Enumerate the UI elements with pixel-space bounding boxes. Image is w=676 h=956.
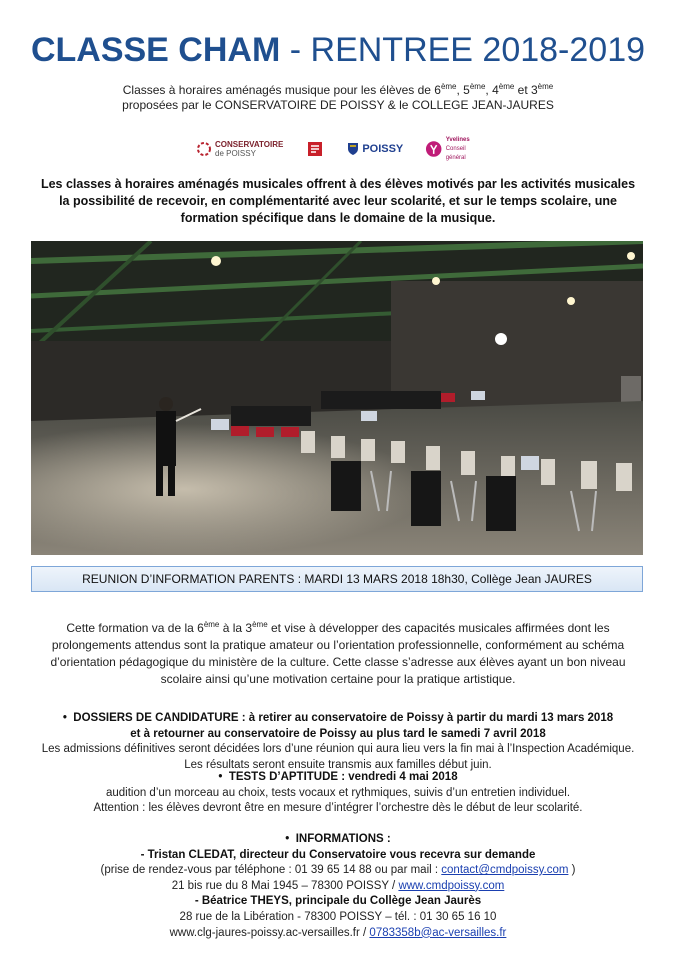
conservatoire-website-link[interactable]: www.cmdpoissy.com bbox=[398, 879, 505, 892]
logo-yvelines-line1: Yvelines bbox=[445, 136, 470, 143]
title-strong: CLASSE CHAM bbox=[30, 31, 281, 69]
dossiers-line2: et à retourner au conservatoire de Poissy au plus tard le samedi 7 avril 2018 bbox=[130, 727, 546, 740]
logo-poissy-text: POISSY bbox=[362, 142, 404, 155]
conservatoire-email-link[interactable]: contact@cmdpoissy.com bbox=[441, 864, 569, 877]
bullet: • bbox=[285, 833, 290, 845]
description-part1: Cette formation va de la 6 bbox=[66, 621, 204, 635]
bullet: • bbox=[62, 712, 67, 724]
description-part3: et vise à développer des capacités musicales affirmées dont les prolongements attendus sont la pratique amateur ou l’orientation professionnelle, conformément au schéma d’orientation pédagogique du ministère de la culture. Cette classe s’adresse aux élèves ayant un bon niveau scolaire ainsi qu’une motivation certaine pour la pratique artistique. bbox=[50, 621, 626, 686]
logo-conservatoire-line2: de POISSY bbox=[215, 149, 256, 158]
tests-heading: TESTS D’APTITUDE : vendredi 4 mai 2018 bbox=[228, 771, 458, 783]
conservatoire-address: 21 bis rue du 8 Mai 1945 – 78300 POISSY / bbox=[171, 879, 399, 892]
college-email-link[interactable]: 0783358b@ac-versailles.fr bbox=[369, 926, 507, 939]
description-part2: à la 3 bbox=[219, 621, 253, 635]
college-website: www.clg-jaures-poissy.ac-versailles.fr / bbox=[169, 926, 370, 939]
rdv-prefix: (prise de rendez-vous par téléphone : 01 39 65 14 88 ou par mail : bbox=[100, 864, 442, 877]
subtitle-5: , 5 bbox=[456, 83, 470, 97]
page-title bbox=[0, 30, 676, 70]
logo-college bbox=[305, 139, 325, 159]
logo-yvelines bbox=[425, 136, 486, 163]
partner-logos bbox=[196, 136, 486, 162]
sup-3: ème bbox=[537, 82, 554, 91]
tests-line3: Attention : les élèves devront être en mesure d’intégrer l’orchestre dès le début de leur scolarité. bbox=[93, 802, 583, 815]
dossiers-line3: Les admissions définitives seront décidées lors d’une réunion qui aura lieu vers la fin mai à l’Inspection Académique. bbox=[41, 743, 635, 756]
sup-6: ème bbox=[440, 82, 457, 91]
logo-conservatoire-line1: CONSERVATOIRE bbox=[215, 140, 284, 149]
college-emblem-icon bbox=[305, 139, 325, 159]
subtitle-text: Classes à horaires aménagés musique pour les élèves de 6 bbox=[122, 83, 441, 97]
dossiers-line1 bbox=[0, 711, 676, 727]
informations-heading-text: INFORMATIONS : bbox=[295, 833, 391, 845]
subtitle-line2: proposées par le CONSERVATOIRE DE POISSY & le COLLEGE JEAN-JAURES bbox=[122, 98, 554, 112]
sup-4: ème bbox=[498, 82, 515, 91]
college-address: 28 rue de la Libération - 78300 POISSY – tél. : 01 30 65 16 10 bbox=[179, 910, 497, 923]
description-sup-6: ème bbox=[203, 620, 220, 629]
logo-poissy bbox=[347, 142, 403, 156]
tests-line1 bbox=[0, 770, 676, 786]
conservatoire-emblem-icon bbox=[196, 141, 212, 157]
description-paragraph bbox=[36, 616, 640, 688]
logo-conservatoire bbox=[196, 140, 283, 158]
college-web-line bbox=[0, 926, 676, 942]
sup-5: ème bbox=[469, 82, 486, 91]
bullet: • bbox=[218, 771, 223, 783]
contact-beatrice: - Béatrice THEYS, principale du Collège Jean Jaurès bbox=[194, 895, 482, 908]
tests-line2: audition d’un morceau au choix, tests vocaux et rythmiques, suivis d’un entretien individuel. bbox=[105, 786, 571, 799]
dossiers-heading: DOSSIERS DE CANDIDATURE : à retirer au conservatoire de Poissy à partir du mardi 13 mars 2018 bbox=[73, 712, 614, 724]
title-rest: - RENTREE 2018-2019 bbox=[280, 31, 646, 69]
yvelines-emblem-icon bbox=[425, 140, 442, 158]
dossiers-section bbox=[0, 711, 676, 773]
informations-heading bbox=[0, 832, 676, 848]
subtitle-4: , 4 bbox=[485, 83, 499, 97]
tests-section bbox=[0, 770, 676, 817]
contact-tristan: - Tristan CLEDAT, directeur du Conservatoire vous recevra sur demande bbox=[140, 848, 536, 861]
contact-rdv-line bbox=[0, 863, 676, 879]
poissy-shield-icon bbox=[347, 142, 359, 156]
info-meeting-banner: REUNION D’INFORMATION PARENTS : MARDI 13 MARS 2018 18h30, Collège Jean JAURES bbox=[31, 566, 643, 592]
description-sup-3: ème bbox=[252, 620, 268, 629]
subtitle-line1 bbox=[0, 79, 676, 98]
orchestra-photo bbox=[31, 241, 643, 555]
orchestra-photo-image bbox=[31, 241, 643, 555]
conservatoire-address-line bbox=[0, 879, 676, 895]
informations-section bbox=[0, 832, 676, 941]
rdv-suffix: ) bbox=[568, 864, 576, 877]
logo-yvelines-line2: Conseil général bbox=[445, 145, 466, 161]
dossiers-line4: Les résultats seront ensuite transmis aux familles début juin. bbox=[184, 758, 492, 771]
intro-paragraph: Les classes à horaires aménagés musicales offrent à des élèves motivés par les activités musicales la possibilité de recevoir, en complémentarité avec leur scolarité, et sur le temps scolaire, une formation spécifique dans le domaine de la musique. bbox=[40, 177, 636, 225]
subtitle-3: et 3 bbox=[514, 83, 538, 97]
